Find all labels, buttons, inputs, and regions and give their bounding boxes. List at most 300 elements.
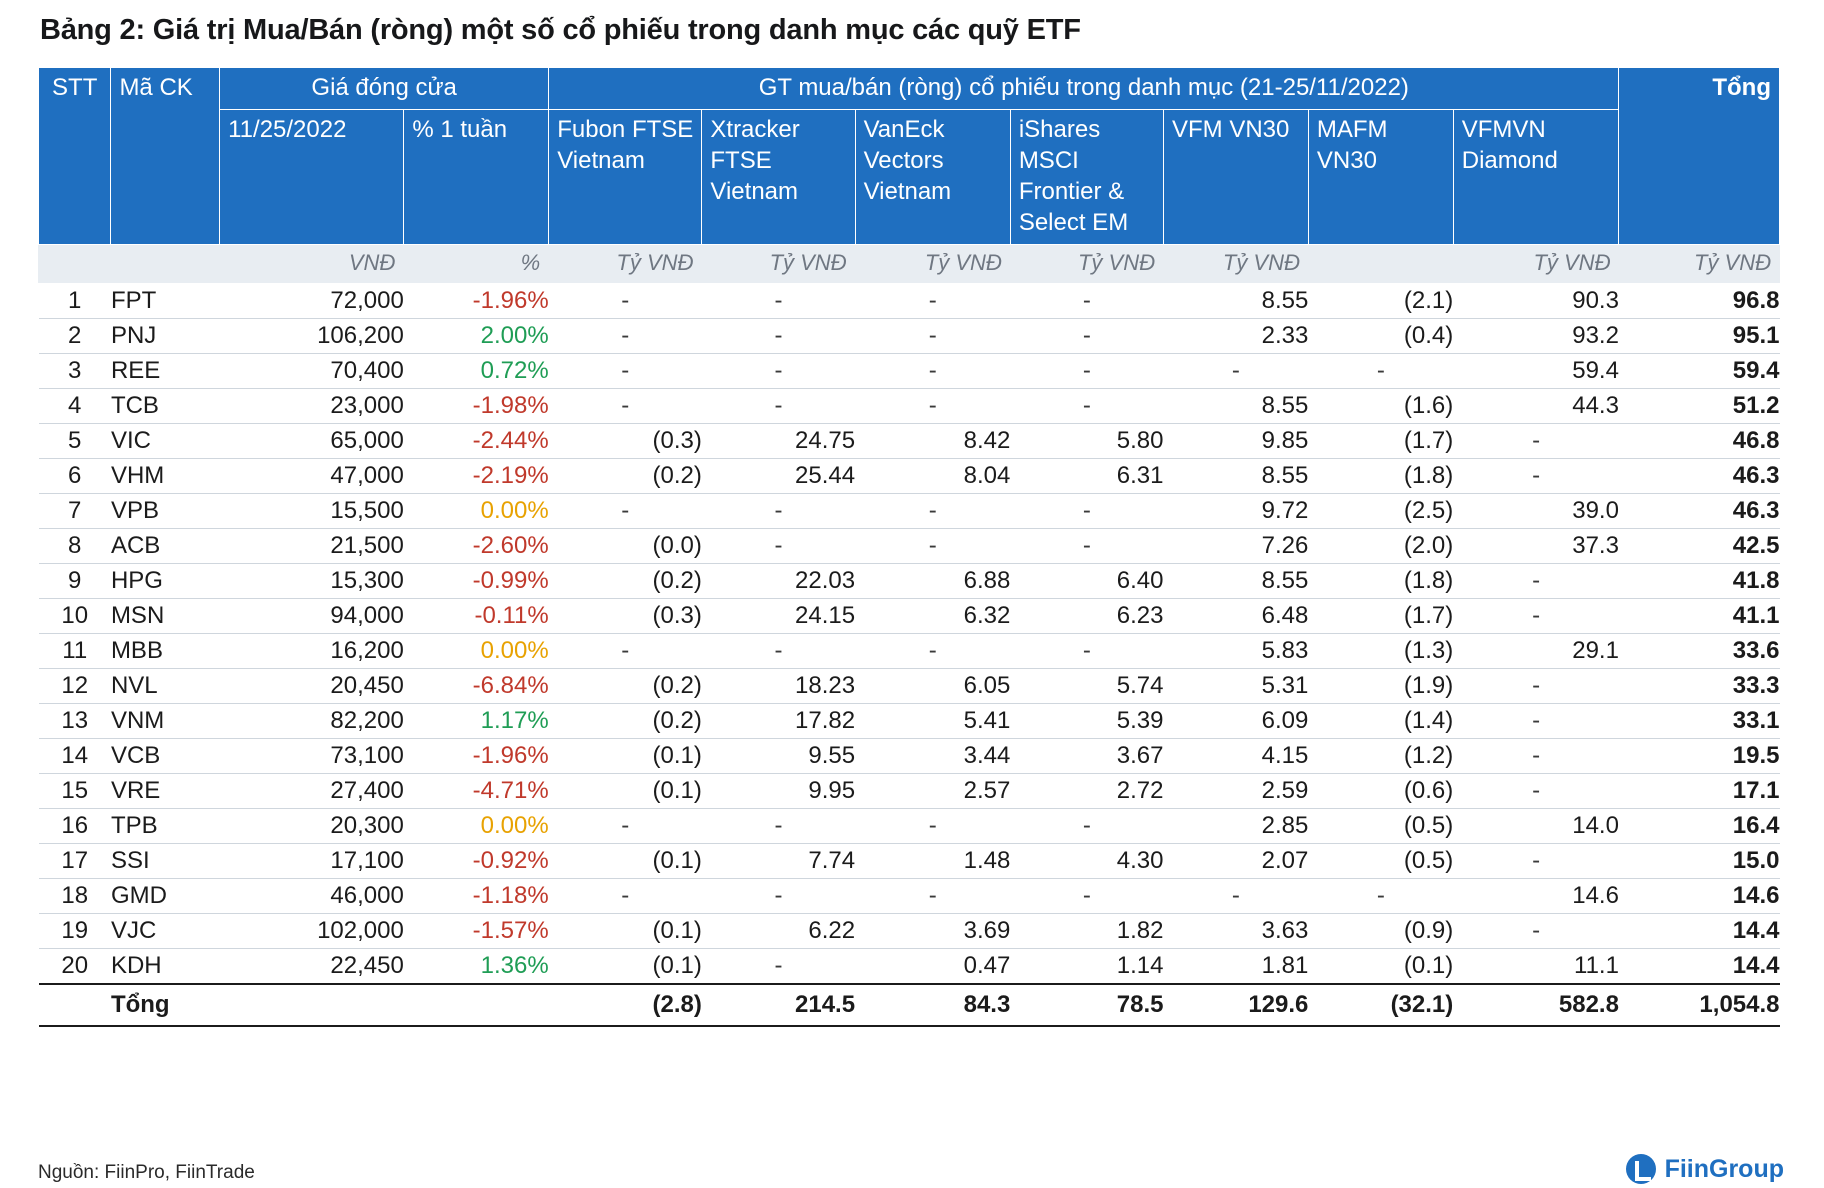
- row-total: 17.1: [1619, 774, 1780, 809]
- row-vfm-vn30: 8.55: [1163, 284, 1308, 319]
- header-date: 11/25/2022: [220, 110, 404, 245]
- row-index: 5: [39, 424, 111, 459]
- row-index: 10: [39, 599, 111, 634]
- page-title: Bảng 2: Giá trị Mua/Bán (ròng) một số cổ phiếu trong danh mục các quỹ ETF: [40, 14, 1081, 46]
- units-fubon: Tỷ VNĐ: [549, 245, 702, 284]
- row-vaneck: -: [855, 319, 1010, 354]
- row-vaneck: 6.32: [855, 599, 1010, 634]
- row-vaneck: -: [855, 634, 1010, 669]
- row-total: 41.8: [1619, 564, 1780, 599]
- row-close-price: 23,000: [220, 389, 404, 424]
- row-mafm-vn30: (0.4): [1308, 319, 1453, 354]
- row-total: 42.5: [1619, 529, 1780, 564]
- row-total: 96.8: [1619, 284, 1780, 319]
- row-xtracker: 18.23: [702, 669, 855, 704]
- row-xtracker: 22.03: [702, 564, 855, 599]
- row-fubon: (0.1): [549, 739, 702, 774]
- header-close-group: Giá đóng cửa: [220, 68, 549, 110]
- units-pct: %: [404, 245, 549, 284]
- etf-flows-table: [38, 67, 1780, 1027]
- row-vfmvn-diamond: 39.0: [1453, 494, 1619, 529]
- row-close-price: 46,000: [220, 879, 404, 914]
- row-close-price: 15,300: [220, 564, 404, 599]
- row-close-price: 73,100: [220, 739, 404, 774]
- table-row: [39, 599, 1780, 634]
- row-ishares: -: [1010, 634, 1163, 669]
- row-close-price: 20,300: [220, 809, 404, 844]
- units-diamond: Tỷ VNĐ: [1453, 245, 1619, 284]
- header-fund-xtracker: Xtracker FTSE Vietnam: [702, 110, 855, 245]
- header-code: Mã CK: [111, 68, 220, 245]
- row-ishares: 4.30: [1010, 844, 1163, 879]
- header-week-pct: % 1 tuần: [404, 110, 549, 245]
- row-fubon: -: [549, 494, 702, 529]
- row-vfm-vn30: 6.09: [1163, 704, 1308, 739]
- row-vfm-vn30: 9.85: [1163, 424, 1308, 459]
- table-row: [39, 424, 1780, 459]
- row-vfm-vn30: 5.31: [1163, 669, 1308, 704]
- row-ticker: VNM: [111, 704, 220, 739]
- table-row: [39, 809, 1780, 844]
- table-row: [39, 774, 1780, 809]
- row-mafm-vn30: -: [1308, 354, 1453, 389]
- row-vfmvn-diamond: 37.3: [1453, 529, 1619, 564]
- row-week-change: 2.00%: [404, 319, 549, 354]
- units-close: VNĐ: [220, 245, 404, 284]
- row-week-change: -0.92%: [404, 844, 549, 879]
- row-ishares: 1.14: [1010, 949, 1163, 985]
- row-xtracker: -: [702, 389, 855, 424]
- row-close-price: 47,000: [220, 459, 404, 494]
- row-total: 16.4: [1619, 809, 1780, 844]
- row-vfmvn-diamond: -: [1453, 704, 1619, 739]
- row-ishares: 1.82: [1010, 914, 1163, 949]
- row-week-change: 1.36%: [404, 949, 549, 985]
- row-ticker: HPG: [111, 564, 220, 599]
- row-mafm-vn30: -: [1308, 879, 1453, 914]
- row-fubon: (0.1): [549, 774, 702, 809]
- row-vaneck: 5.41: [855, 704, 1010, 739]
- row-ticker: NVL: [111, 669, 220, 704]
- row-mafm-vn30: (1.7): [1308, 599, 1453, 634]
- row-vfmvn-diamond: -: [1453, 564, 1619, 599]
- header-row-groups: [39, 68, 1780, 110]
- row-week-change: -2.44%: [404, 424, 549, 459]
- row-xtracker: -: [702, 529, 855, 564]
- row-week-change: 0.00%: [404, 634, 549, 669]
- row-ticker: KDH: [111, 949, 220, 985]
- row-week-change: -1.96%: [404, 739, 549, 774]
- header-fund-mafm-vn30: MAFM VN30: [1308, 110, 1453, 245]
- row-xtracker: -: [702, 494, 855, 529]
- table-row: [39, 739, 1780, 774]
- row-fubon: (0.2): [549, 704, 702, 739]
- row-vaneck: 0.47: [855, 949, 1010, 985]
- row-fubon: -: [549, 809, 702, 844]
- row-vaneck: 3.69: [855, 914, 1010, 949]
- header-stt: STT: [39, 68, 111, 245]
- table-row: [39, 879, 1780, 914]
- page-footer: [38, 1154, 1784, 1184]
- row-vaneck: 1.48: [855, 844, 1010, 879]
- row-mafm-vn30: (1.9): [1308, 669, 1453, 704]
- row-fubon: (0.3): [549, 599, 702, 634]
- row-vfmvn-diamond: 29.1: [1453, 634, 1619, 669]
- row-vaneck: 6.88: [855, 564, 1010, 599]
- row-mafm-vn30: (1.2): [1308, 739, 1453, 774]
- table-row: [39, 389, 1780, 424]
- row-close-price: 106,200: [220, 319, 404, 354]
- total-row-vfm-vn30: 129.6: [1163, 984, 1308, 1026]
- units-row: [39, 245, 1780, 284]
- row-mafm-vn30: (0.9): [1308, 914, 1453, 949]
- row-vfm-vn30: -: [1163, 879, 1308, 914]
- total-row-close: [220, 984, 404, 1026]
- total-row-total: 1,054.8: [1619, 984, 1780, 1026]
- row-mafm-vn30: (1.6): [1308, 389, 1453, 424]
- row-index: 7: [39, 494, 111, 529]
- total-row-vfmvn-diamond: 582.8: [1453, 984, 1619, 1026]
- row-index: 4: [39, 389, 111, 424]
- row-vfmvn-diamond: 11.1: [1453, 949, 1619, 985]
- row-vfm-vn30: 3.63: [1163, 914, 1308, 949]
- row-week-change: -2.19%: [404, 459, 549, 494]
- row-xtracker: -: [702, 634, 855, 669]
- row-close-price: 65,000: [220, 424, 404, 459]
- row-ishares: 6.23: [1010, 599, 1163, 634]
- row-xtracker: -: [702, 354, 855, 389]
- row-ticker: VPB: [111, 494, 220, 529]
- row-mafm-vn30: (0.5): [1308, 809, 1453, 844]
- row-vfm-vn30: 8.55: [1163, 459, 1308, 494]
- row-vfm-vn30: 2.59: [1163, 774, 1308, 809]
- header-fund-fubon: Fubon FTSE Vietnam: [549, 110, 702, 245]
- row-mafm-vn30: (1.8): [1308, 459, 1453, 494]
- table-row: [39, 844, 1780, 879]
- header-fund-vfmvn-diamond: VFMVN Diamond: [1453, 110, 1619, 245]
- header-fund-vfm-vn30: VFM VN30: [1163, 110, 1308, 245]
- row-week-change: -1.98%: [404, 389, 549, 424]
- fiingroup-logo-icon: [1626, 1154, 1656, 1184]
- row-fubon: (0.2): [549, 669, 702, 704]
- row-xtracker: 9.95: [702, 774, 855, 809]
- row-index: 18: [39, 879, 111, 914]
- row-total: 59.4: [1619, 354, 1780, 389]
- row-vfmvn-diamond: 93.2: [1453, 319, 1619, 354]
- row-close-price: 102,000: [220, 914, 404, 949]
- row-vaneck: 3.44: [855, 739, 1010, 774]
- row-xtracker: 6.22: [702, 914, 855, 949]
- row-ishares: -: [1010, 494, 1163, 529]
- row-ishares: -: [1010, 389, 1163, 424]
- row-index: 6: [39, 459, 111, 494]
- row-fubon: -: [549, 389, 702, 424]
- row-total: 95.1: [1619, 319, 1780, 354]
- row-total: 33.6: [1619, 634, 1780, 669]
- row-fubon: (0.0): [549, 529, 702, 564]
- row-week-change: -0.99%: [404, 564, 549, 599]
- row-ticker: VRE: [111, 774, 220, 809]
- row-total: 33.1: [1619, 704, 1780, 739]
- row-close-price: 20,450: [220, 669, 404, 704]
- row-index: 12: [39, 669, 111, 704]
- row-total: 51.2: [1619, 389, 1780, 424]
- header-row-columns: [39, 110, 1780, 245]
- table-row: [39, 564, 1780, 599]
- row-vfm-vn30: 8.55: [1163, 389, 1308, 424]
- table-row: [39, 494, 1780, 529]
- row-close-price: 70,400: [220, 354, 404, 389]
- row-ticker: ACB: [111, 529, 220, 564]
- row-total: 46.3: [1619, 494, 1780, 529]
- row-mafm-vn30: (1.3): [1308, 634, 1453, 669]
- row-index: 15: [39, 774, 111, 809]
- table-row: [39, 669, 1780, 704]
- row-total: 46.3: [1619, 459, 1780, 494]
- table-row: [39, 354, 1780, 389]
- row-ishares: 6.31: [1010, 459, 1163, 494]
- row-index: 11: [39, 634, 111, 669]
- row-xtracker: -: [702, 319, 855, 354]
- row-fubon: (0.3): [549, 424, 702, 459]
- row-week-change: -4.71%: [404, 774, 549, 809]
- row-vfmvn-diamond: -: [1453, 774, 1619, 809]
- row-xtracker: 17.82: [702, 704, 855, 739]
- row-xtracker: 25.44: [702, 459, 855, 494]
- units-stt: [39, 245, 111, 284]
- total-row-vaneck: 84.3: [855, 984, 1010, 1026]
- row-vaneck: -: [855, 494, 1010, 529]
- row-vfm-vn30: 7.26: [1163, 529, 1308, 564]
- row-week-change: 0.00%: [404, 494, 549, 529]
- row-week-change: -0.11%: [404, 599, 549, 634]
- row-vfm-vn30: 6.48: [1163, 599, 1308, 634]
- row-ishares: 5.74: [1010, 669, 1163, 704]
- units-vfm: Tỷ VNĐ: [1163, 245, 1308, 284]
- row-fubon: (0.1): [549, 949, 702, 985]
- total-row-fubon: (2.8): [549, 984, 702, 1026]
- row-ishares: -: [1010, 354, 1163, 389]
- row-fubon: (0.2): [549, 459, 702, 494]
- row-index: 16: [39, 809, 111, 844]
- row-total: 14.4: [1619, 914, 1780, 949]
- row-fubon: -: [549, 634, 702, 669]
- row-vfmvn-diamond: -: [1453, 669, 1619, 704]
- row-ishares: -: [1010, 809, 1163, 844]
- row-vfmvn-diamond: -: [1453, 459, 1619, 494]
- table-row: [39, 529, 1780, 564]
- row-close-price: 27,400: [220, 774, 404, 809]
- units-xtracker: Tỷ VNĐ: [702, 245, 855, 284]
- row-fubon: -: [549, 354, 702, 389]
- table-row: [39, 914, 1780, 949]
- row-ticker: MSN: [111, 599, 220, 634]
- row-week-change: -1.96%: [404, 284, 549, 319]
- source-note: Nguồn: FiinPro, FiinTrade: [38, 1162, 255, 1183]
- table-row: [39, 949, 1780, 985]
- row-total: 15.0: [1619, 844, 1780, 879]
- row-ticker: TCB: [111, 389, 220, 424]
- row-week-change: -6.84%: [404, 669, 549, 704]
- row-week-change: 0.00%: [404, 809, 549, 844]
- row-ishares: 5.39: [1010, 704, 1163, 739]
- row-ticker: PNJ: [111, 319, 220, 354]
- row-week-change: -2.60%: [404, 529, 549, 564]
- row-ticker: VIC: [111, 424, 220, 459]
- row-ticker: FPT: [111, 284, 220, 319]
- row-week-change: 0.72%: [404, 354, 549, 389]
- row-ticker: MBB: [111, 634, 220, 669]
- table-row: [39, 319, 1780, 354]
- row-index: 17: [39, 844, 111, 879]
- row-index: 9: [39, 564, 111, 599]
- row-vfmvn-diamond: 59.4: [1453, 354, 1619, 389]
- units-mafm: [1308, 245, 1453, 284]
- row-vfmvn-diamond: 14.0: [1453, 809, 1619, 844]
- total-row-mafm-vn30: (32.1): [1308, 984, 1453, 1026]
- row-fubon: (0.1): [549, 844, 702, 879]
- row-close-price: 15,500: [220, 494, 404, 529]
- row-ishares: -: [1010, 319, 1163, 354]
- row-vfm-vn30: 2.33: [1163, 319, 1308, 354]
- row-ishares: 5.80: [1010, 424, 1163, 459]
- row-mafm-vn30: (0.5): [1308, 844, 1453, 879]
- header-fund-vaneck: VanEck Vectors Vietnam: [855, 110, 1010, 245]
- units-ishares: Tỷ VNĐ: [1010, 245, 1163, 284]
- row-vfmvn-diamond: 14.6: [1453, 879, 1619, 914]
- row-close-price: 72,000: [220, 284, 404, 319]
- total-row-spacer: [39, 984, 111, 1026]
- units-total: Tỷ VNĐ: [1619, 245, 1780, 284]
- row-vaneck: 8.04: [855, 459, 1010, 494]
- row-vfmvn-diamond: 44.3: [1453, 389, 1619, 424]
- row-fubon: -: [549, 284, 702, 319]
- row-mafm-vn30: (2.1): [1308, 284, 1453, 319]
- row-xtracker: 7.74: [702, 844, 855, 879]
- units-vaneck: Tỷ VNĐ: [855, 245, 1010, 284]
- row-ishares: 2.72: [1010, 774, 1163, 809]
- header-net-group: GT mua/bán (ròng) cổ phiếu trong danh mục (21-25/11/2022): [549, 68, 1619, 110]
- row-close-price: 17,100: [220, 844, 404, 879]
- row-index: 3: [39, 354, 111, 389]
- row-mafm-vn30: (1.8): [1308, 564, 1453, 599]
- row-index: 1: [39, 284, 111, 319]
- row-total: 41.1: [1619, 599, 1780, 634]
- row-vfm-vn30: -: [1163, 354, 1308, 389]
- row-mafm-vn30: (1.7): [1308, 424, 1453, 459]
- row-vfmvn-diamond: -: [1453, 424, 1619, 459]
- total-row-label: Tổng: [111, 984, 220, 1026]
- row-total: 19.5: [1619, 739, 1780, 774]
- table-body: [39, 284, 1780, 1027]
- row-xtracker: -: [702, 284, 855, 319]
- row-close-price: 22,450: [220, 949, 404, 985]
- row-mafm-vn30: (0.6): [1308, 774, 1453, 809]
- etf-table-wrapper: [38, 67, 1784, 1027]
- row-xtracker: -: [702, 809, 855, 844]
- row-ishares: -: [1010, 529, 1163, 564]
- row-close-price: 16,200: [220, 634, 404, 669]
- table-row: [39, 634, 1780, 669]
- row-ticker: GMD: [111, 879, 220, 914]
- row-total: 14.4: [1619, 949, 1780, 985]
- row-vfm-vn30: 8.55: [1163, 564, 1308, 599]
- row-vaneck: 2.57: [855, 774, 1010, 809]
- row-vfm-vn30: 9.72: [1163, 494, 1308, 529]
- units-code: [111, 245, 220, 284]
- row-mafm-vn30: (2.0): [1308, 529, 1453, 564]
- row-ticker: REE: [111, 354, 220, 389]
- row-fubon: -: [549, 319, 702, 354]
- row-ticker: TPB: [111, 809, 220, 844]
- row-vfm-vn30: 2.85: [1163, 809, 1308, 844]
- brand-logo-block: [1626, 1154, 1784, 1184]
- row-close-price: 21,500: [220, 529, 404, 564]
- row-mafm-vn30: (2.5): [1308, 494, 1453, 529]
- row-total: 46.8: [1619, 424, 1780, 459]
- row-vfm-vn30: 4.15: [1163, 739, 1308, 774]
- row-ishares: 6.40: [1010, 564, 1163, 599]
- total-row-ishares: 78.5: [1010, 984, 1163, 1026]
- row-fubon: (0.2): [549, 564, 702, 599]
- row-fubon: (0.1): [549, 914, 702, 949]
- row-vfmvn-diamond: -: [1453, 844, 1619, 879]
- row-xtracker: 24.75: [702, 424, 855, 459]
- row-index: 8: [39, 529, 111, 564]
- row-week-change: 1.17%: [404, 704, 549, 739]
- row-total: 33.3: [1619, 669, 1780, 704]
- row-ishares: -: [1010, 284, 1163, 319]
- header-total: Tổng: [1619, 68, 1780, 245]
- row-vaneck: -: [855, 529, 1010, 564]
- row-vfmvn-diamond: -: [1453, 739, 1619, 774]
- row-ticker: SSI: [111, 844, 220, 879]
- row-index: 13: [39, 704, 111, 739]
- row-vfm-vn30: 1.81: [1163, 949, 1308, 985]
- row-vfmvn-diamond: 90.3: [1453, 284, 1619, 319]
- row-ticker: VHM: [111, 459, 220, 494]
- row-index: 14: [39, 739, 111, 774]
- row-xtracker: -: [702, 949, 855, 985]
- row-total: 14.6: [1619, 879, 1780, 914]
- row-index: 2: [39, 319, 111, 354]
- table-row: [39, 284, 1780, 319]
- brand-name: FiinGroup: [1664, 1154, 1784, 1183]
- row-week-change: -1.18%: [404, 879, 549, 914]
- header-fund-ishares: iShares MSCI Frontier & Select EM: [1010, 110, 1163, 245]
- total-row-xtracker: 214.5: [702, 984, 855, 1026]
- row-vaneck: -: [855, 354, 1010, 389]
- row-ishares: 3.67: [1010, 739, 1163, 774]
- row-ticker: VCB: [111, 739, 220, 774]
- row-mafm-vn30: (1.4): [1308, 704, 1453, 739]
- row-ishares: -: [1010, 879, 1163, 914]
- row-mafm-vn30: (0.1): [1308, 949, 1453, 985]
- row-vfm-vn30: 5.83: [1163, 634, 1308, 669]
- row-close-price: 94,000: [220, 599, 404, 634]
- table-row: [39, 704, 1780, 739]
- row-vfm-vn30: 2.07: [1163, 844, 1308, 879]
- row-vfmvn-diamond: -: [1453, 599, 1619, 634]
- row-week-change: -1.57%: [404, 914, 549, 949]
- row-fubon: -: [549, 879, 702, 914]
- row-xtracker: 9.55: [702, 739, 855, 774]
- row-vaneck: -: [855, 389, 1010, 424]
- row-vfmvn-diamond: -: [1453, 914, 1619, 949]
- row-vaneck: 8.42: [855, 424, 1010, 459]
- row-xtracker: 24.15: [702, 599, 855, 634]
- row-close-price: 82,200: [220, 704, 404, 739]
